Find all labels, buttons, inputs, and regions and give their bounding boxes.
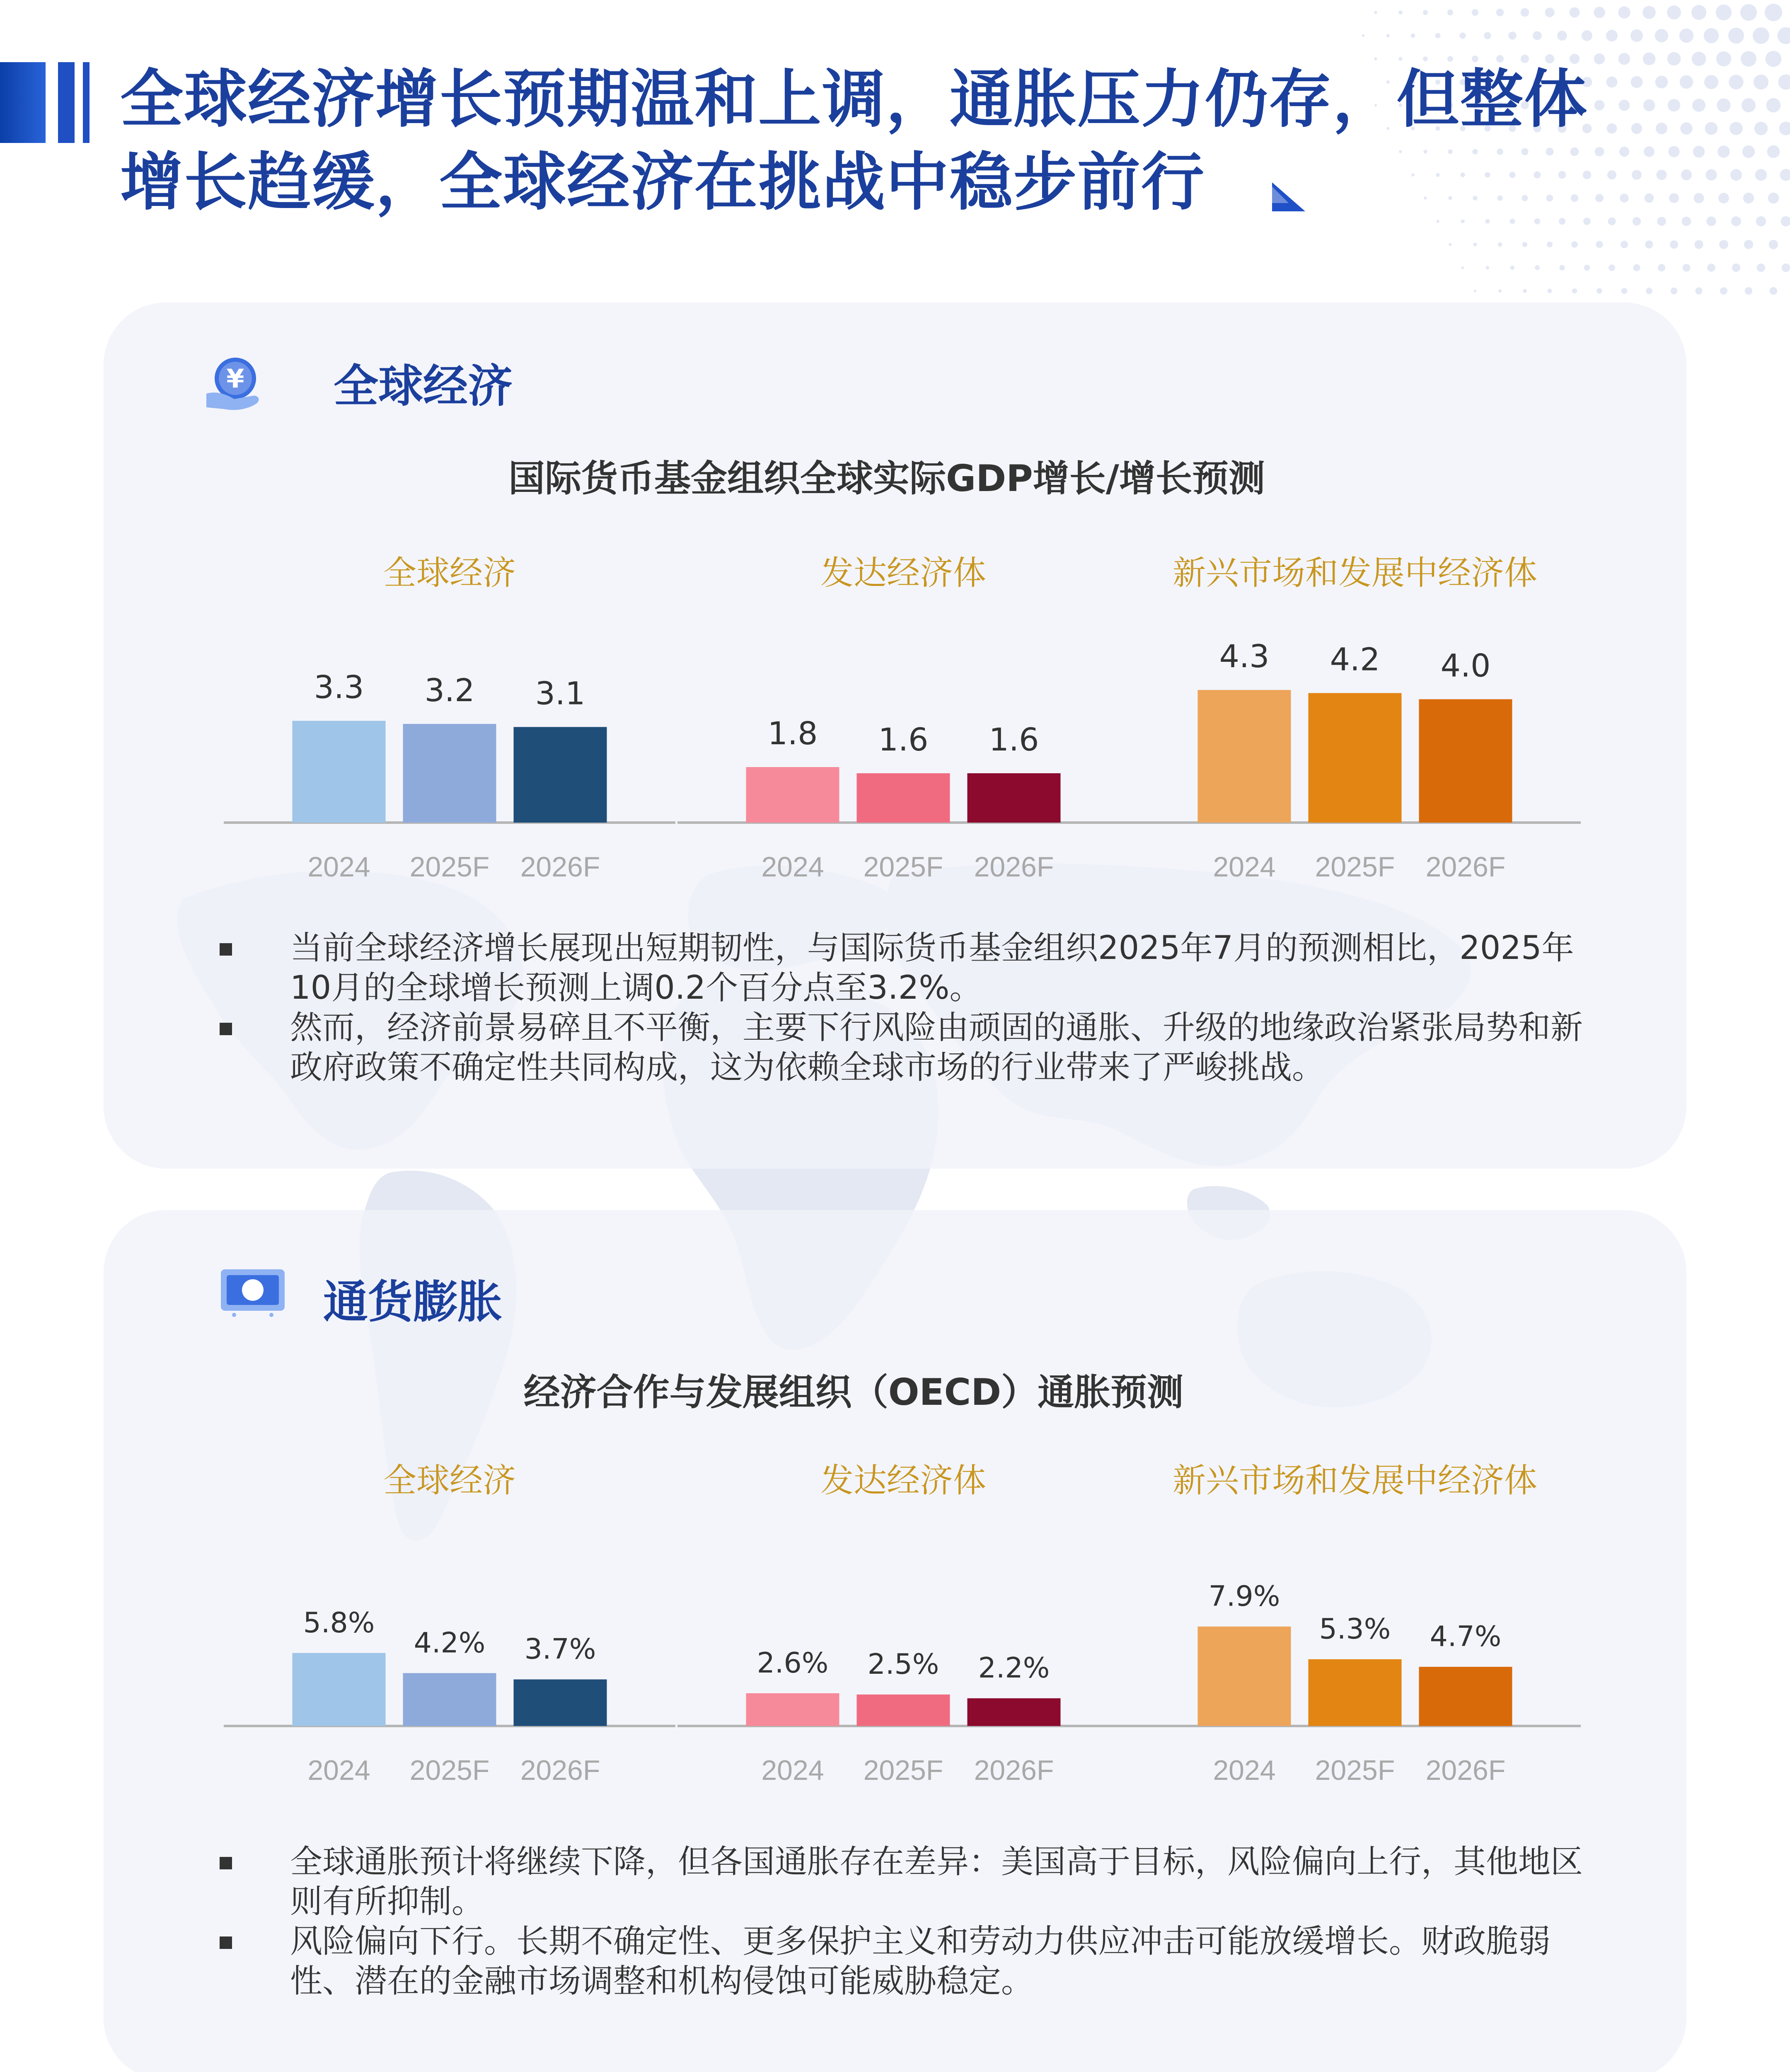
bar bbox=[1419, 1667, 1512, 1726]
bullet-square-icon bbox=[220, 1023, 232, 1035]
bar bbox=[403, 724, 496, 823]
x-tick-label: 2026F bbox=[1425, 1755, 1506, 1786]
data-label: 5.8% bbox=[303, 1606, 375, 1639]
x-tick-label: 2025F bbox=[409, 851, 490, 883]
x-tick-label: 2024 bbox=[1213, 1755, 1276, 1786]
data-label: 4.7% bbox=[1430, 1620, 1502, 1653]
bar bbox=[857, 773, 950, 823]
inflation-forecast-chart bbox=[0, 1459, 1790, 1811]
page-title-line-1: 全球经济增长预期温和上调，通胀压力仍存，但整体 bbox=[120, 63, 1588, 136]
x-tick-label: 2026F bbox=[1425, 851, 1506, 883]
page-title bbox=[120, 58, 1695, 224]
bar bbox=[514, 1680, 607, 1726]
yuan-hand-icon bbox=[203, 354, 265, 412]
inflation-forecast-chart-svg bbox=[0, 1459, 1790, 1811]
banknote-icon bbox=[218, 1262, 288, 1324]
data-label: 3.1 bbox=[535, 675, 585, 712]
bar bbox=[968, 1698, 1061, 1726]
bar bbox=[514, 727, 607, 823]
data-label: 2.2% bbox=[978, 1652, 1050, 1685]
bullet-text: 风险偏向下行。长期不确定性、更多保护主义和劳动力供应冲击可能放缓增长。财政脆弱性、潜在的金融市场调整和机构侵蚀可能威胁稳定。 bbox=[290, 1923, 1551, 2000]
bar bbox=[968, 773, 1061, 823]
inflation-bullets bbox=[220, 1842, 1599, 2001]
bar bbox=[857, 1694, 950, 1726]
data-label: 1.8 bbox=[767, 715, 818, 752]
gdp-growth-chart bbox=[0, 551, 1790, 903]
bar bbox=[1198, 1627, 1291, 1726]
bar bbox=[1309, 693, 1402, 823]
bullet-text: 当前全球经济增长展现出短期韧性，与国际货币基金组织2025年7月的预测相比，2025年10月的全球增长预测上调0.2个百分点至3.2%。 bbox=[290, 929, 1574, 1007]
data-label: 4.0 bbox=[1440, 647, 1491, 684]
x-tick-label: 2024 bbox=[761, 1755, 824, 1786]
group-label: 全球经济 bbox=[383, 1461, 516, 1500]
x-tick-label: 2026F bbox=[520, 851, 600, 883]
data-label: 5.3% bbox=[1319, 1612, 1391, 1646]
x-tick-label: 2026F bbox=[974, 1755, 1054, 1786]
x-tick-label: 2025F bbox=[409, 1755, 490, 1786]
x-tick-label: 2024 bbox=[761, 851, 824, 883]
data-label: 3.7% bbox=[524, 1633, 596, 1666]
data-label: 2.6% bbox=[757, 1647, 829, 1680]
group-label: 发达经济体 bbox=[820, 554, 986, 592]
data-label: 3.2 bbox=[424, 671, 475, 709]
x-tick-label: 2025F bbox=[863, 1755, 943, 1786]
bar bbox=[1419, 699, 1512, 823]
chart-title-gdp: 国际货币基金组织全球实际GDP增长/增长预测 bbox=[508, 457, 1265, 500]
x-tick-label: 2026F bbox=[974, 851, 1054, 883]
x-tick-label: 2025F bbox=[1315, 851, 1395, 883]
group-label: 发达经济体 bbox=[820, 1461, 986, 1500]
bullet-square-icon bbox=[220, 1857, 232, 1869]
x-tick-label: 2024 bbox=[307, 1755, 370, 1786]
bar bbox=[293, 1653, 386, 1726]
bullet-text: 然而，经济前景易碎且不平衡，主要下行风险由顽固的通胀、升级的地缘政治紧张局势和新政府政策不确定性共同构成，这为依赖全球市场的行业带来了严峻挑战。 bbox=[290, 1009, 1583, 1086]
bar bbox=[403, 1673, 496, 1726]
x-tick-label: 2024 bbox=[1213, 851, 1276, 883]
data-label: 1.6 bbox=[989, 721, 1039, 758]
list-item bbox=[220, 1842, 1599, 1922]
bar bbox=[1198, 690, 1291, 823]
data-label: 4.2 bbox=[1330, 641, 1380, 678]
section-title-inflation: 通货膨胀 bbox=[323, 1276, 503, 1328]
bar bbox=[746, 767, 839, 823]
x-tick-label: 2024 bbox=[307, 851, 370, 883]
bullet-square-icon bbox=[220, 1936, 232, 1949]
data-label: 1.6 bbox=[878, 721, 929, 758]
data-label: 2.5% bbox=[867, 1648, 939, 1681]
global-economy-bullets bbox=[220, 928, 1599, 1087]
bullet-text: 全球通胀预计将继续下降，但各国通胀存在差异：美国高于目标，风险偏向上行，其他地区则有所抑制。 bbox=[290, 1843, 1583, 1920]
svg-text:¥: ¥ bbox=[226, 363, 244, 394]
group-label: 全球经济 bbox=[383, 554, 516, 592]
data-label: 3.3 bbox=[314, 668, 364, 706]
data-label: 7.9% bbox=[1208, 1580, 1280, 1613]
data-label: 4.2% bbox=[414, 1627, 486, 1660]
list-item bbox=[220, 928, 1599, 1008]
x-tick-label: 2025F bbox=[1315, 1755, 1395, 1786]
title-corner-arrow-icon bbox=[1272, 182, 1305, 211]
section-title-global-economy: 全球经济 bbox=[334, 361, 513, 412]
data-label: 4.3 bbox=[1219, 638, 1270, 675]
bar bbox=[1309, 1659, 1402, 1726]
bar bbox=[746, 1693, 839, 1726]
gdp-growth-chart-svg bbox=[0, 551, 1790, 903]
group-label: 新兴市场和发展中经济体 bbox=[1173, 1461, 1537, 1500]
bar bbox=[293, 721, 386, 823]
group-label: 新兴市场和发展中经济体 bbox=[1173, 554, 1537, 592]
x-tick-label: 2026F bbox=[520, 1755, 600, 1786]
list-item bbox=[220, 1922, 1599, 2001]
list-item bbox=[220, 1008, 1599, 1087]
chart-title-inflation: 经济合作与发展组织（OECD）通胀预测 bbox=[523, 1371, 1184, 1414]
page-title-line-2: 增长趋缓，全球经济在挑战中稳步前行 bbox=[120, 145, 1205, 219]
bullet-square-icon bbox=[220, 943, 232, 956]
x-tick-label: 2025F bbox=[863, 851, 943, 883]
